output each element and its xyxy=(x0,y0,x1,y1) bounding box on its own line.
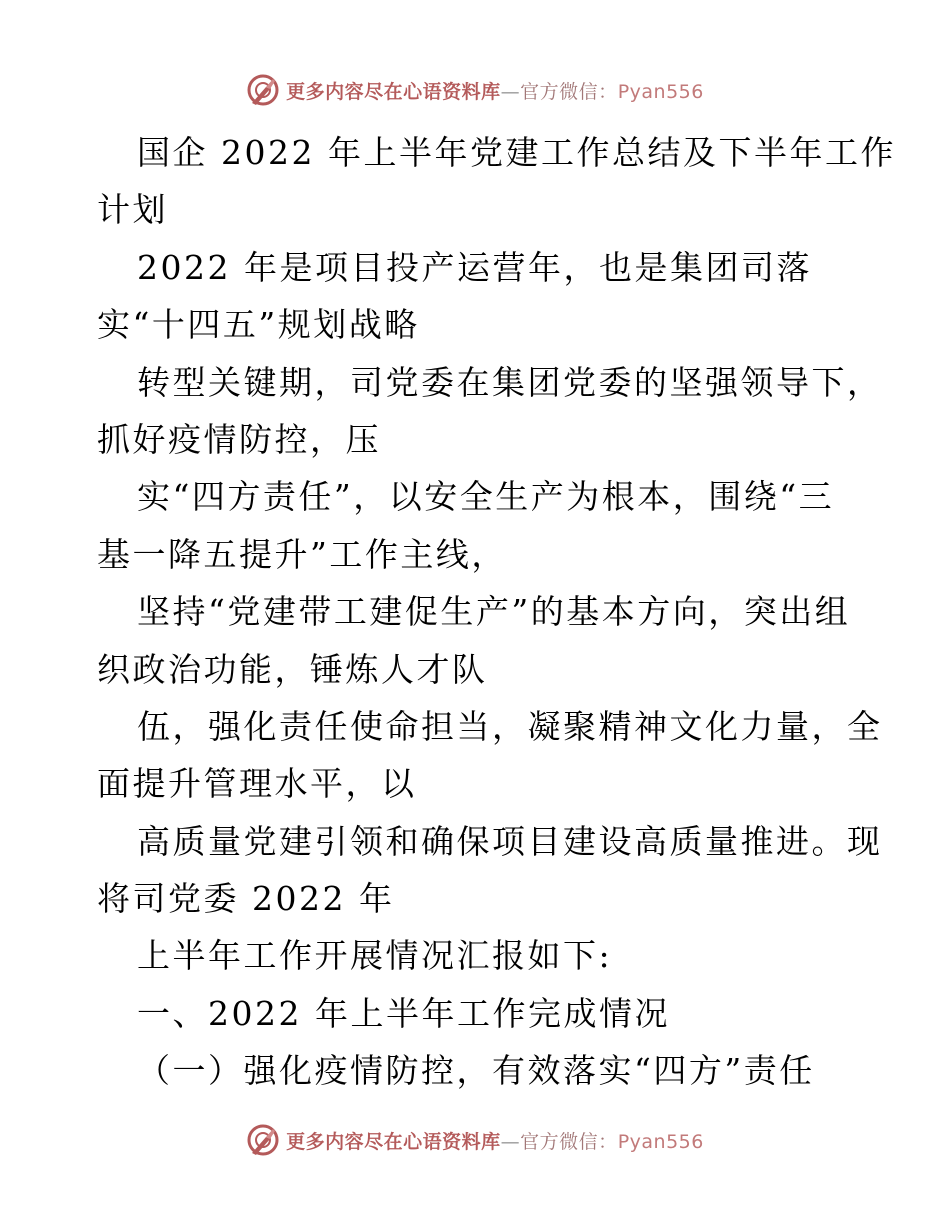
paragraph-line: 坚持“党建带工建促生产”的基本方向，突出组 xyxy=(137,592,851,632)
paragraph-line: 面提升管理水平，以 xyxy=(97,764,417,804)
paragraph-line: 上半年工作开展情况汇报如下: xyxy=(137,936,613,976)
watermark-brand: 更多内容尽在心语资料库 xyxy=(286,1130,501,1153)
watermark-text xyxy=(286,77,704,104)
watermark-official-label: 官方微信： xyxy=(520,80,618,103)
logo-icon xyxy=(246,1123,280,1157)
paragraph-line: 实“十四五”规划战略 xyxy=(97,305,420,345)
section-heading: 一、2022 年上半年工作完成情况 xyxy=(137,993,670,1033)
watermark-separator: — xyxy=(500,1130,521,1153)
paragraph-line: 转型关键期，司党委在集团党委的坚强领导下， xyxy=(137,362,883,402)
watermark-footer xyxy=(0,1120,950,1160)
watermark-wechat-id: Pyan556 xyxy=(617,1130,704,1153)
paragraph-line: 将司党委 2022 年 xyxy=(97,879,395,919)
watermark-separator: — xyxy=(500,80,521,103)
logo-icon xyxy=(246,73,280,107)
watermark-header xyxy=(0,70,950,110)
paragraph-line: 2022 年是项目投产运营年，也是集团司落 xyxy=(137,247,812,287)
watermark-official-label: 官方微信： xyxy=(520,1130,618,1153)
paragraph-line: 伍，强化责任使命担当，凝聚精神文化力量，全 xyxy=(137,706,883,746)
document-title-continued: 计划 xyxy=(97,190,168,230)
paragraph-line: 抓好疫情防控，压 xyxy=(97,419,381,459)
document-body xyxy=(97,124,896,1100)
subsection-heading: （一）强化疫情防控，有效落实“四方”责任 xyxy=(137,1051,815,1091)
document-title: 国企 2022 年上半年党建工作总结及下半年工作 xyxy=(137,133,896,172)
paragraph-line: 织政治功能，锤炼人才队 xyxy=(97,649,488,689)
paragraph-line: 基一降五提升”工作主线， xyxy=(97,534,507,574)
watermark-brand: 更多内容尽在心语资料库 xyxy=(286,80,501,103)
watermark-wechat-id: Pyan556 xyxy=(617,80,704,103)
watermark-text xyxy=(286,1127,704,1154)
paragraph-line: 高质量党建引领和确保项目建设高质量推进。现 xyxy=(137,821,883,861)
paragraph-line: 实“四方责任”，以安全生产为根本，围绕“三 xyxy=(137,477,835,517)
